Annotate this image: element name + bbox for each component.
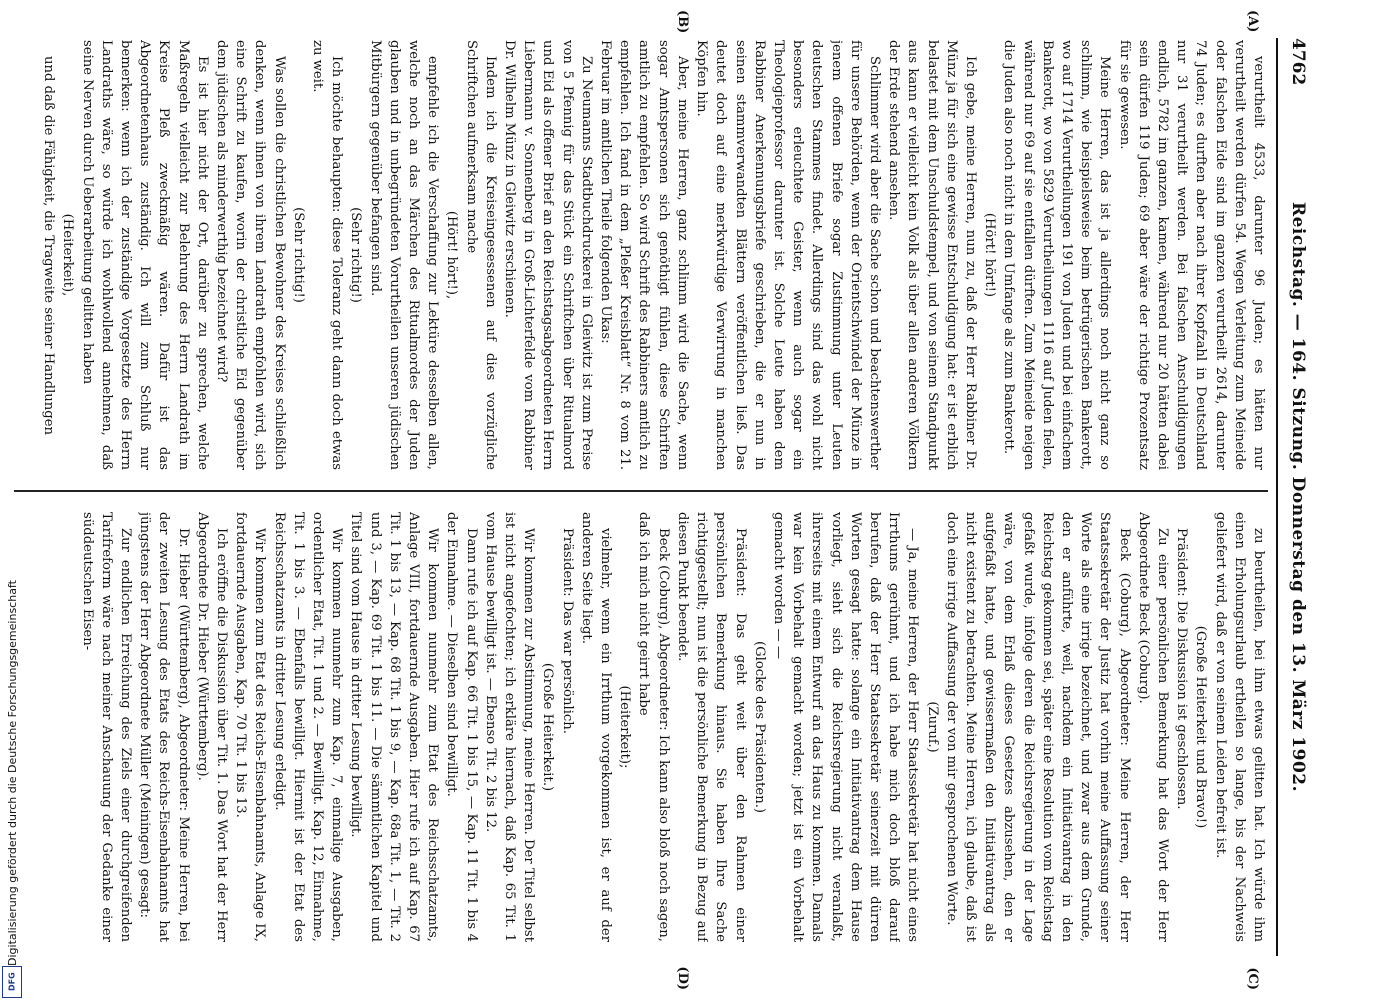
- interjection: (Hört! hört!),: [444, 210, 460, 300]
- paragraph: Präsident: Das geht weit über den Rahmen einer persönlichen Bemerkung hinaus. Sie haben Ihre Sache richtiggestellt; nun ist die persönliche Bemerkung in Bezug auf diesen Punkt beendet.: [674, 512, 748, 942]
- margin-marker-b: (B): [675, 10, 690, 34]
- page-title: Reichstag. — 164. Sitzung. Donnerstag den 13. März 1902.: [1288, 201, 1308, 793]
- column-divider: [14, 490, 1268, 492]
- paragraph: Ich möchte behaupten: diese Toleranz geht dann doch etwas zu weit.: [310, 40, 345, 470]
- paragraph: Indem ich die Kreiseingesessenen auf dies vorzügliche Schriftchen aufmerksam mache: [463, 40, 498, 470]
- digitization-credit: Digitalisierung gefördert durch die Deutsche Forschungsgemeinschaft: [6, 580, 19, 966]
- interjection: (Große Heiterkeit und Bravo!): [1193, 625, 1209, 829]
- paragraph: Wir kommen zum Etat des Reichs-Eisenbahnamts, Anlage IX, fortdauernde Ausgaben, Kap. 70 Tit. 1 bis 13.: [233, 512, 268, 942]
- paragraph: Ich gebe, meine Herren, nun zu, daß der Herr Rabbiner Dr. Münz ja für sich eine gewisse Entschuldigung hat: er ist erblich belastet mit dem Unschuldstempel, und von seinem Standpunkt aus kann er vielleicht kein Volk als über allen anderen Völkern der Erde stehend ansehen.: [886, 40, 978, 470]
- margin-marker-d: (D): [675, 966, 690, 990]
- page-header: [1276, 38, 1312, 956]
- paragraph: vielmehr, wenn ein Irrthum vorgekommen ist, er auf der anderen Seite liegt.: [578, 512, 614, 942]
- interjection: (Hört! hört!): [982, 212, 998, 298]
- paragraph: Was sollen die christlichen Bewohner des Kreises schließlich denken, wenn ihnen von ihrem Landrath empfohlen wird, sich eine Schrift zu kaufen, worin der christliche Eid gegenüber dem jüdischen als minderwerthig bezeichnet wird?: [214, 40, 287, 470]
- margin-marker-c: (C): [1245, 967, 1260, 990]
- paragraph: verurtheilt 4533, darunter 96 Juden; es hätten nur verurtheilt werden dürfen 54. Wegen Verleitung zum Meineide oder falschen Eide sind im ganzen verurtheilt 2614, darunter 74 Juden; es durften aber nach ihrer Kopfzahl in Deutschland nur 31 verurtheilt werden. Bei falschen Anschuldigungen endlich, 5782 im ganzen, kamen, während nur 20 hätten dabei sein dürfen 119 Juden; 69 aber wäre der richtige Prozentsatz für sie gewesen.: [1116, 40, 1266, 470]
- paragraph: Dann rufe ich auf Kap. 66 Tit. 1 bis 15, — Kap. 11 Tit. 1 bis 4 der Einnahme. — Dieselben sind bewilligt.: [444, 512, 479, 942]
- interjection: (Sehr richtig!): [290, 207, 306, 303]
- interjection: (Sehr richtig!): [348, 207, 364, 303]
- paragraph: zu beurtheilen, bei ihm etwas gelitten hat. Ich würde ihm einen Erholungsurlaub ertheilen so lange, bis der Nachweis geliefert wird, daß er von seinem Leiden befreit ist.: [1212, 512, 1266, 942]
- paragraph: Ich eröffne die Diskussion über Tit. 1. Das Wort hat der Herr Abgeordnete Dr. Hieber (Württemberg).: [194, 512, 230, 942]
- interjection: (Heiterkeit),: [60, 213, 76, 297]
- paragraph: Zu Neumanns Stadtbuchdruckerei in Gleiwitz ist zum Preise von 5 Pfennig für das Stück ein Schriftchen über Ritualmord und Eid als offener Brief an den Reichstagsabgeordneten Herrn Liebermann v. Sonnenberg in Groß-Lichterfelde vom Rabbiner Dr. Wilhelm Münz in Gleiwitz erschienen.: [502, 40, 594, 470]
- paragraph: Zur endlichen Erreichung des Ziels einer durchgreifenden Tarifreform wäre nach meiner Anschauung der Gedanke einer süddeutschen Eisen-: [79, 512, 134, 942]
- paragraph: Beck (Coburg), Abgeordneter: Ich kann also bloß noch sagen, daß ich mich nicht geirrt habe: [636, 512, 671, 942]
- paragraph: Dr. Hieber (Württemberg), Abgeordneter: Meine Herren, bei der zweiten Lesung des Etats des Reichs-Eisenbahnamts hat jüngstens der Herr Abgeordnete Müller (Meiningen) gesagt:: [137, 512, 191, 942]
- paragraph: Meine Herren, das ist ja allerdings noch nicht ganz so schlimm, wie beispielsweise beim betrügerischen Bankerott, wo auf 1714 Verurtheilungen 191 von Juden und bei einfachem Bankerott, wo von 5829 Verurtheilungen 1116 auf Juden fielen, während nur 69 auf sie entfallen dürften. Zum Meineide neigen die Juden also noch nicht in dem Umfange als zum Bankerott.: [1001, 40, 1113, 470]
- paragraph: Schlimmer wird aber die Sache schon und beachtenswerther für unsere Behörden, wenn der Orientschwindel der Münze in jenem offenen Briefe sogar Zustimmung unter Leuten deutschen Stammes findet. Allerdings sind das wohl nicht besonders erleuchtete Geister, wenn auch sogar ein Theologieprofessor darunter ist. Solche Leute haben dem Rabbiner Anerkennungsbriefe geschrieben, die er nun in seinen stammverwandten Blättern veröffentlichen ließ. Das deutet doch auf eine merkwürdige Verwirrung in manchen Köpfen hin.: [694, 40, 882, 470]
- right-text-column: [10, 512, 1268, 942]
- interjection: (Heiterkeit);: [617, 685, 633, 769]
- paragraph: und daß die Fähigkeit, die Tragweite seiner Handlungen: [41, 56, 57, 436]
- paragraph: Präsident: Das war persönlich.: [559, 528, 575, 734]
- interjection: (Zuruf.): [924, 701, 940, 753]
- interjection: (Große Heiterkeit.): [540, 662, 556, 792]
- paragraph: Zu einer persönlichen Bemerkung hat das Wort der Herr Abgeordnete Beck (Coburg).: [1135, 512, 1170, 942]
- interjection: (Glocke des Präsidenten.): [751, 640, 767, 814]
- paragraph: Beck (Coburg), Abgeordneter: Meine Herren, der Herr Staatssekretär der Justiz hat vorhin meine Auffassung seiner Worte als eine irrige bezeichnet, und zwar aus dem Grunde, den er anführte, weil, nachdem ein Initiativantrag in den Reichstag gekommen sei, später eine Resolution vom Reichstag gefaßt wurde, infolge deren die Reichsregierung in der Lage wäre, von dem Erlaß dieses Gesetzes abzusehen, den er aufgefaßt hatte, und gewissermaßen den Initiativantrag als nicht existent zu betrachten. Meine Herren, ich glaube, daß ist doch eine irrige Auffassung der von mir gesprochenen Worte.: [943, 512, 1132, 942]
- margin-marker-a: (A): [1245, 10, 1260, 33]
- paragraph: Wir kommen nunmehr zum Etat des Reichsschatzamts, Anlage VIII, fortdauernde Ausgaben. Hier rufe ich auf Kap. 67 Tit. 1 bis 13, — Kap. 68 Tit. 1 bis 9, — Kap. 68a Tit. 1, — Tit. 2 und 3, — Kap. 69 Tit. 1 bis 11. — Die sämmtlichen Kapitel und Titel sind vom Hause in dritter Lesung bewilligt.: [348, 512, 441, 942]
- paragraph: Wir kommen nunmehr zum Kap. 7, einmalige Ausgaben, ordentlicher Etat, Tit. 1 und 2. — Bewilligt. Kap. 12, Einnahme, Tit. 1 bis 3. — Ebenfalls bewilligt. Hiermit ist der Etat des Reichsschatzamts in dritter Lesung erledigt.: [271, 512, 345, 942]
- left-text-column: [10, 40, 1268, 470]
- paragraph: Präsident: Die Diskussion ist geschlossen.: [1174, 528, 1190, 810]
- paragraph: — Ja, meine Herren, der Herr Staatssekretär hat nicht eines Irrthums gerühmt, und ich habe mich doch bloß darauf berufen, daß der Herr Staatssekretär seinerzeit mit dürren Worten gesagt hatte: solange ein Initiativantrag dem Hause vorliegt, sieht sich die Reichsregierung nicht veranlaßt, ihrerseits mit einem Entwurf an das Haus zu kommen. Damals war kein Vorbehalt gemacht worden; jetzt ist ein Vorbehalt gemacht worden — —: [770, 512, 921, 942]
- paragraph: Aber, meine Herren, ganz schlimm wird die Sache, wenn sogar Amtspersonen sich genöthigt fühlen, diese Schriften amtlich zu empfehlen. So wird Schrift des Rabbiners amtlich zu empfehlen. Ich fand in dem „Pleßer Kreisblatt“ Nr. 8 vom 21. Februar im amtlichen Theile folgenden Ukas:: [598, 40, 690, 470]
- paragraph: empfehle ich die Verschaffung zur Lektüre desselben allen, welche noch an das Märchen des Ritualmordes der Juden glauben und in unbegründeten Vorurtheilen unseren jüdischen Mitbürgern gegenüber befangen sind.: [367, 40, 441, 470]
- page-number: 4762: [1288, 38, 1308, 86]
- paragraph: Wir kommen zur Abstimmung, meine Herren. Der Titel selbst ist nicht angefochten; ich erkläre hiernach, daß Kap. 65 Tit. 1 vom Hause bewilligt ist. — Ebenso Tit. 2 bis 12.: [482, 512, 537, 942]
- dfg-logo: DFG: [2, 966, 22, 998]
- paragraph: Es ist hier nicht der Ort, darüber zu sprechen, welche Maßregeln vielleicht zur Belehrung des Herrn Landrath im Kreise Pleß zweckmäßig wären. Dafür ist das Abgeordnetenhaus zuständig. Ich will zum Schluß nur bemerken: wenn ich der zuständige Vorgesetzte des Herrn Landraths wäre, so würde ich wohlwollend annehmen, daß seine Nerven durch Ueberarbeitung gelitten haben: [79, 40, 210, 470]
